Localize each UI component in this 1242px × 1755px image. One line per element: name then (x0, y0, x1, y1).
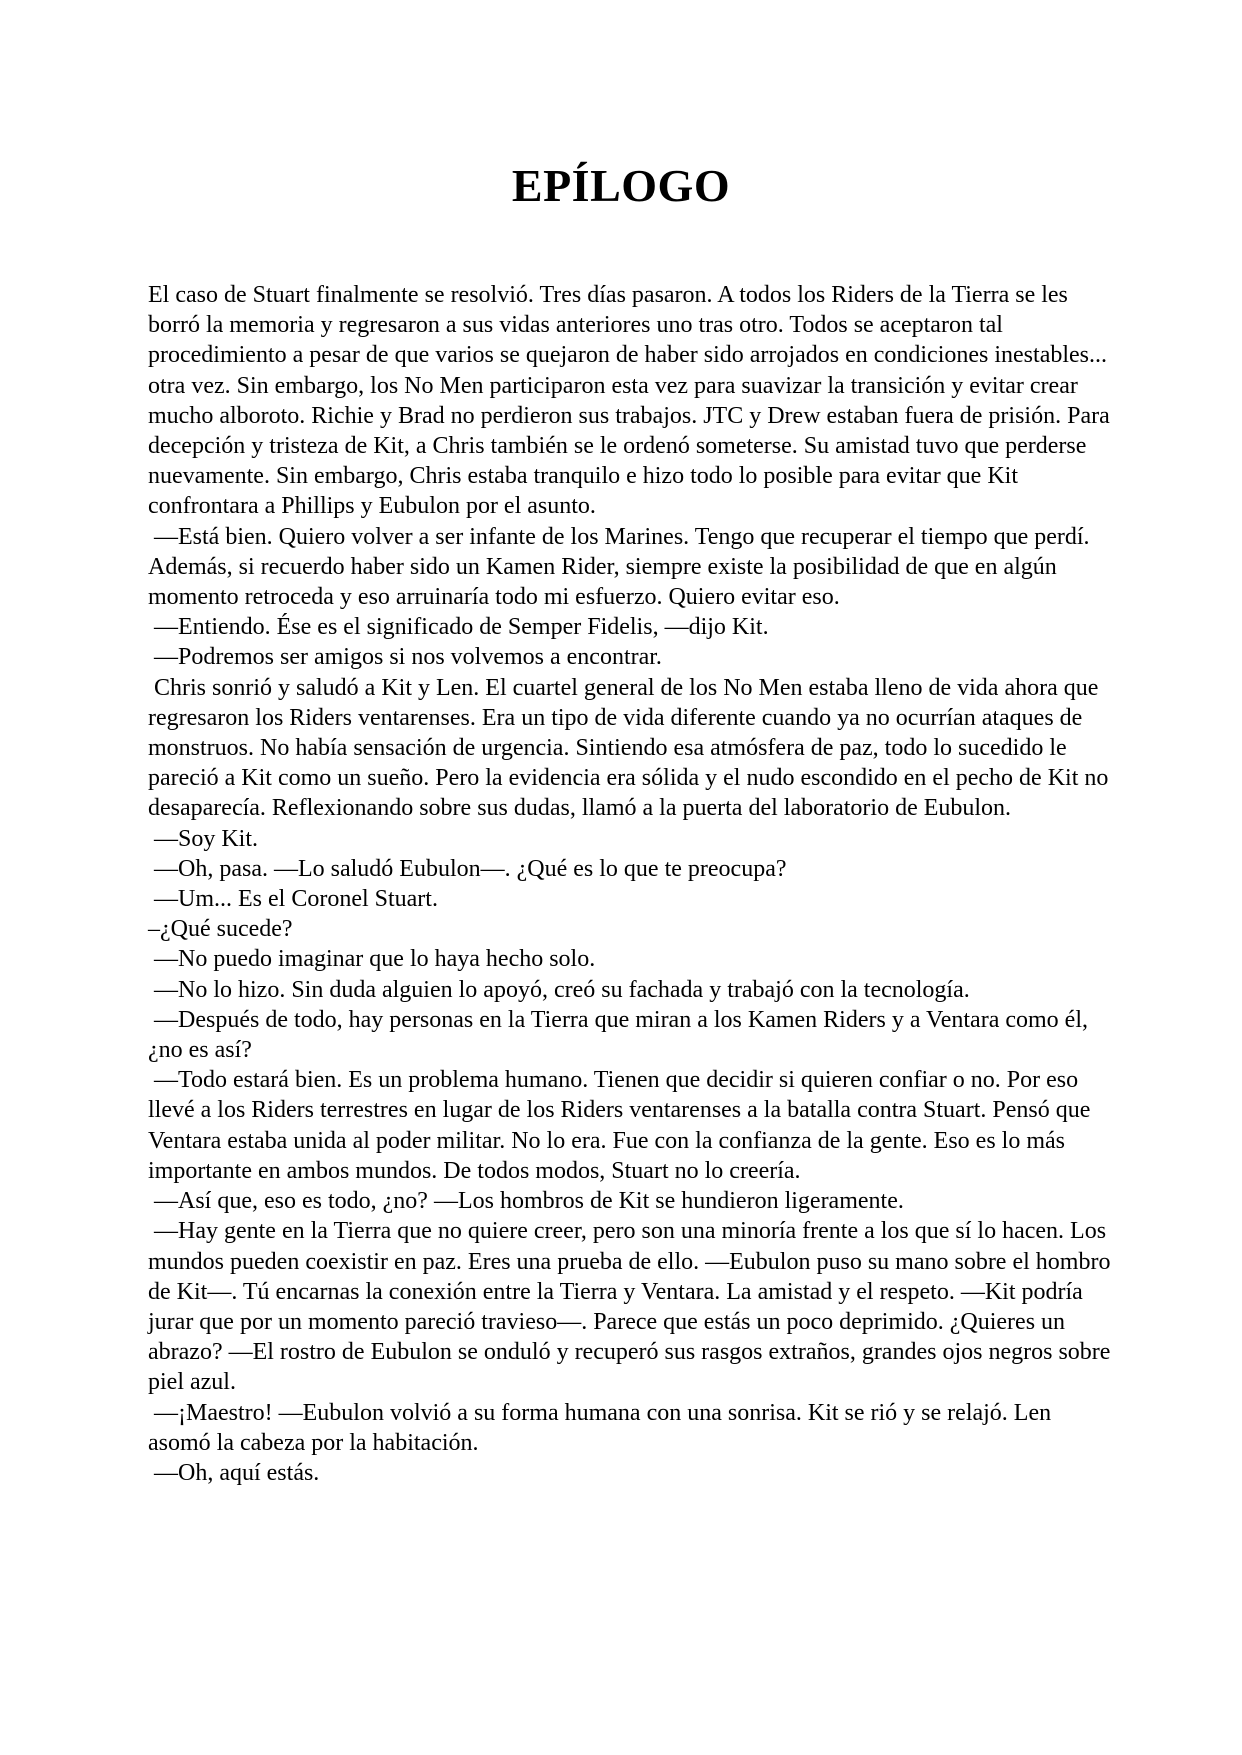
paragraph: —No puedo imaginar que lo haya hecho solo. (148, 946, 596, 973)
paragraph: —Después de todo, hay personas en la Tierra que miran a los Kamen Riders y a Ventara como él, ¿no es así? (148, 1006, 1094, 1064)
paragraph: —Oh, aquí estás. (148, 1459, 320, 1486)
page-title: EPÍLOGO (511, 160, 731, 211)
paragraph: —Hay gente en la Tierra que no quiere creer, pero son una minoría frente a los que sí lo hacen. Los mundos pueden coexistir en paz. Eres una prueba de ello. —Eubulon puso su mano sobre el hombro de Kit—. Tú encarnas la conexión entre la Tierra y Ventara. La amistad y el respeto. —Kit podría jurar que por un momento pareció travieso—. Parece que estás un poco deprimido. ¿Quieres un abrazo? —El rostro de Eubulon se onduló y recuperó sus rasgos extraños, grandes ojos negros sobre piel azul. (148, 1218, 1117, 1396)
paragraph: —¡Maestro! —Eubulon volvió a su forma humana con una sonrisa. Kit se rió y se relajó. Len asomó la cabeza por la habitación. (148, 1399, 1058, 1456)
paragraph: —Así que, eso es todo, ¿no? —Los hombros de Kit se hundieron ligeramente. (148, 1188, 904, 1215)
body-text (148, 280, 1117, 1488)
paragraph: —Soy Kit. (148, 825, 259, 852)
paragraph: —No lo hizo. Sin duda alguien lo apoyó, creó su fachada y trabajó con la tecnología. (148, 976, 970, 1003)
paragraph: —Está bien. Quiero volver a ser infante de los Marines. Tengo que recuperar el tiempo que perdí. Además, si recuerdo haber sido un Kamen Rider, siempre existe la posibilidad de que en algún momento retroceda y eso arruinaría todo mi esfuerzo. Quiero evitar eso. (148, 523, 1095, 611)
paragraph: —Todo estará bien. Es un problema humano. Tienen que decidir si quieren confiar o no. Por eso llevé a los Riders terrestres en lugar de los Riders ventarenses a la batalla contra Stuart. Pensó que Ventara estaba unida al poder militar. No lo era. Fue con la confianza de la gente. Eso es lo más importante en ambos mundos. De todos modos, Stuart no lo creería. (148, 1067, 1096, 1184)
paragraph: El caso de Stuart finalmente se resolvió. Tres días pasaron. A todos los Riders de la Tierra se les borró la memoria y regresaron a sus vidas anteriores uno tras otro. Todos se aceptaron tal procedimiento a pesar de que varios se quejaron de haber sido arrojados en condiciones inestables... otra vez. Sin embargo, los No Men participaron esta vez para suavizar la transición y evitar crear mucho alboroto. Richie y Brad no perdieron sus trabajos. JTC y Drew estaban fuera de prisión. Para decepción y tristeza de Kit, a Chris también se le ordenó someterse. Su amistad tuvo que perderse nuevamente. Sin embargo, Chris estaba tranquilo e hizo todo lo posible para evitar que Kit confrontara a Phillips y Eubulon por el asunto. (148, 282, 1116, 520)
paragraph: —Oh, pasa. —Lo saludó Eubulon—. ¿Qué es lo que te preocupa? (148, 855, 787, 882)
paragraph: —Entiendo. Ése es el significado de Semper Fidelis, —dijo Kit. (148, 614, 769, 641)
paragraph: —Um... Es el Coronel Stuart. (148, 886, 438, 913)
paragraph: Chris sonrió y saludó a Kit y Len. El cuartel general de los No Men estaba lleno de vida ahora que regresaron los Riders ventarenses. Era un tipo de vida diferente cuando ya no ocurrían ataques de monstruos. No había sensación de urgencia. Sintiendo esa atmósfera de paz, todo lo sucedido le pareció a Kit como un sueño. Pero la evidencia era sólida y el nudo escondido en el pecho de Kit no desaparecía. Reflexionando sobre sus dudas, llamó a la puerta del laboratorio de Eubulon. (148, 674, 1115, 822)
paragraph: —Podremos ser amigos si nos volvemos a encontrar. (148, 644, 662, 671)
paragraph: –¿Qué sucede? (148, 916, 293, 943)
